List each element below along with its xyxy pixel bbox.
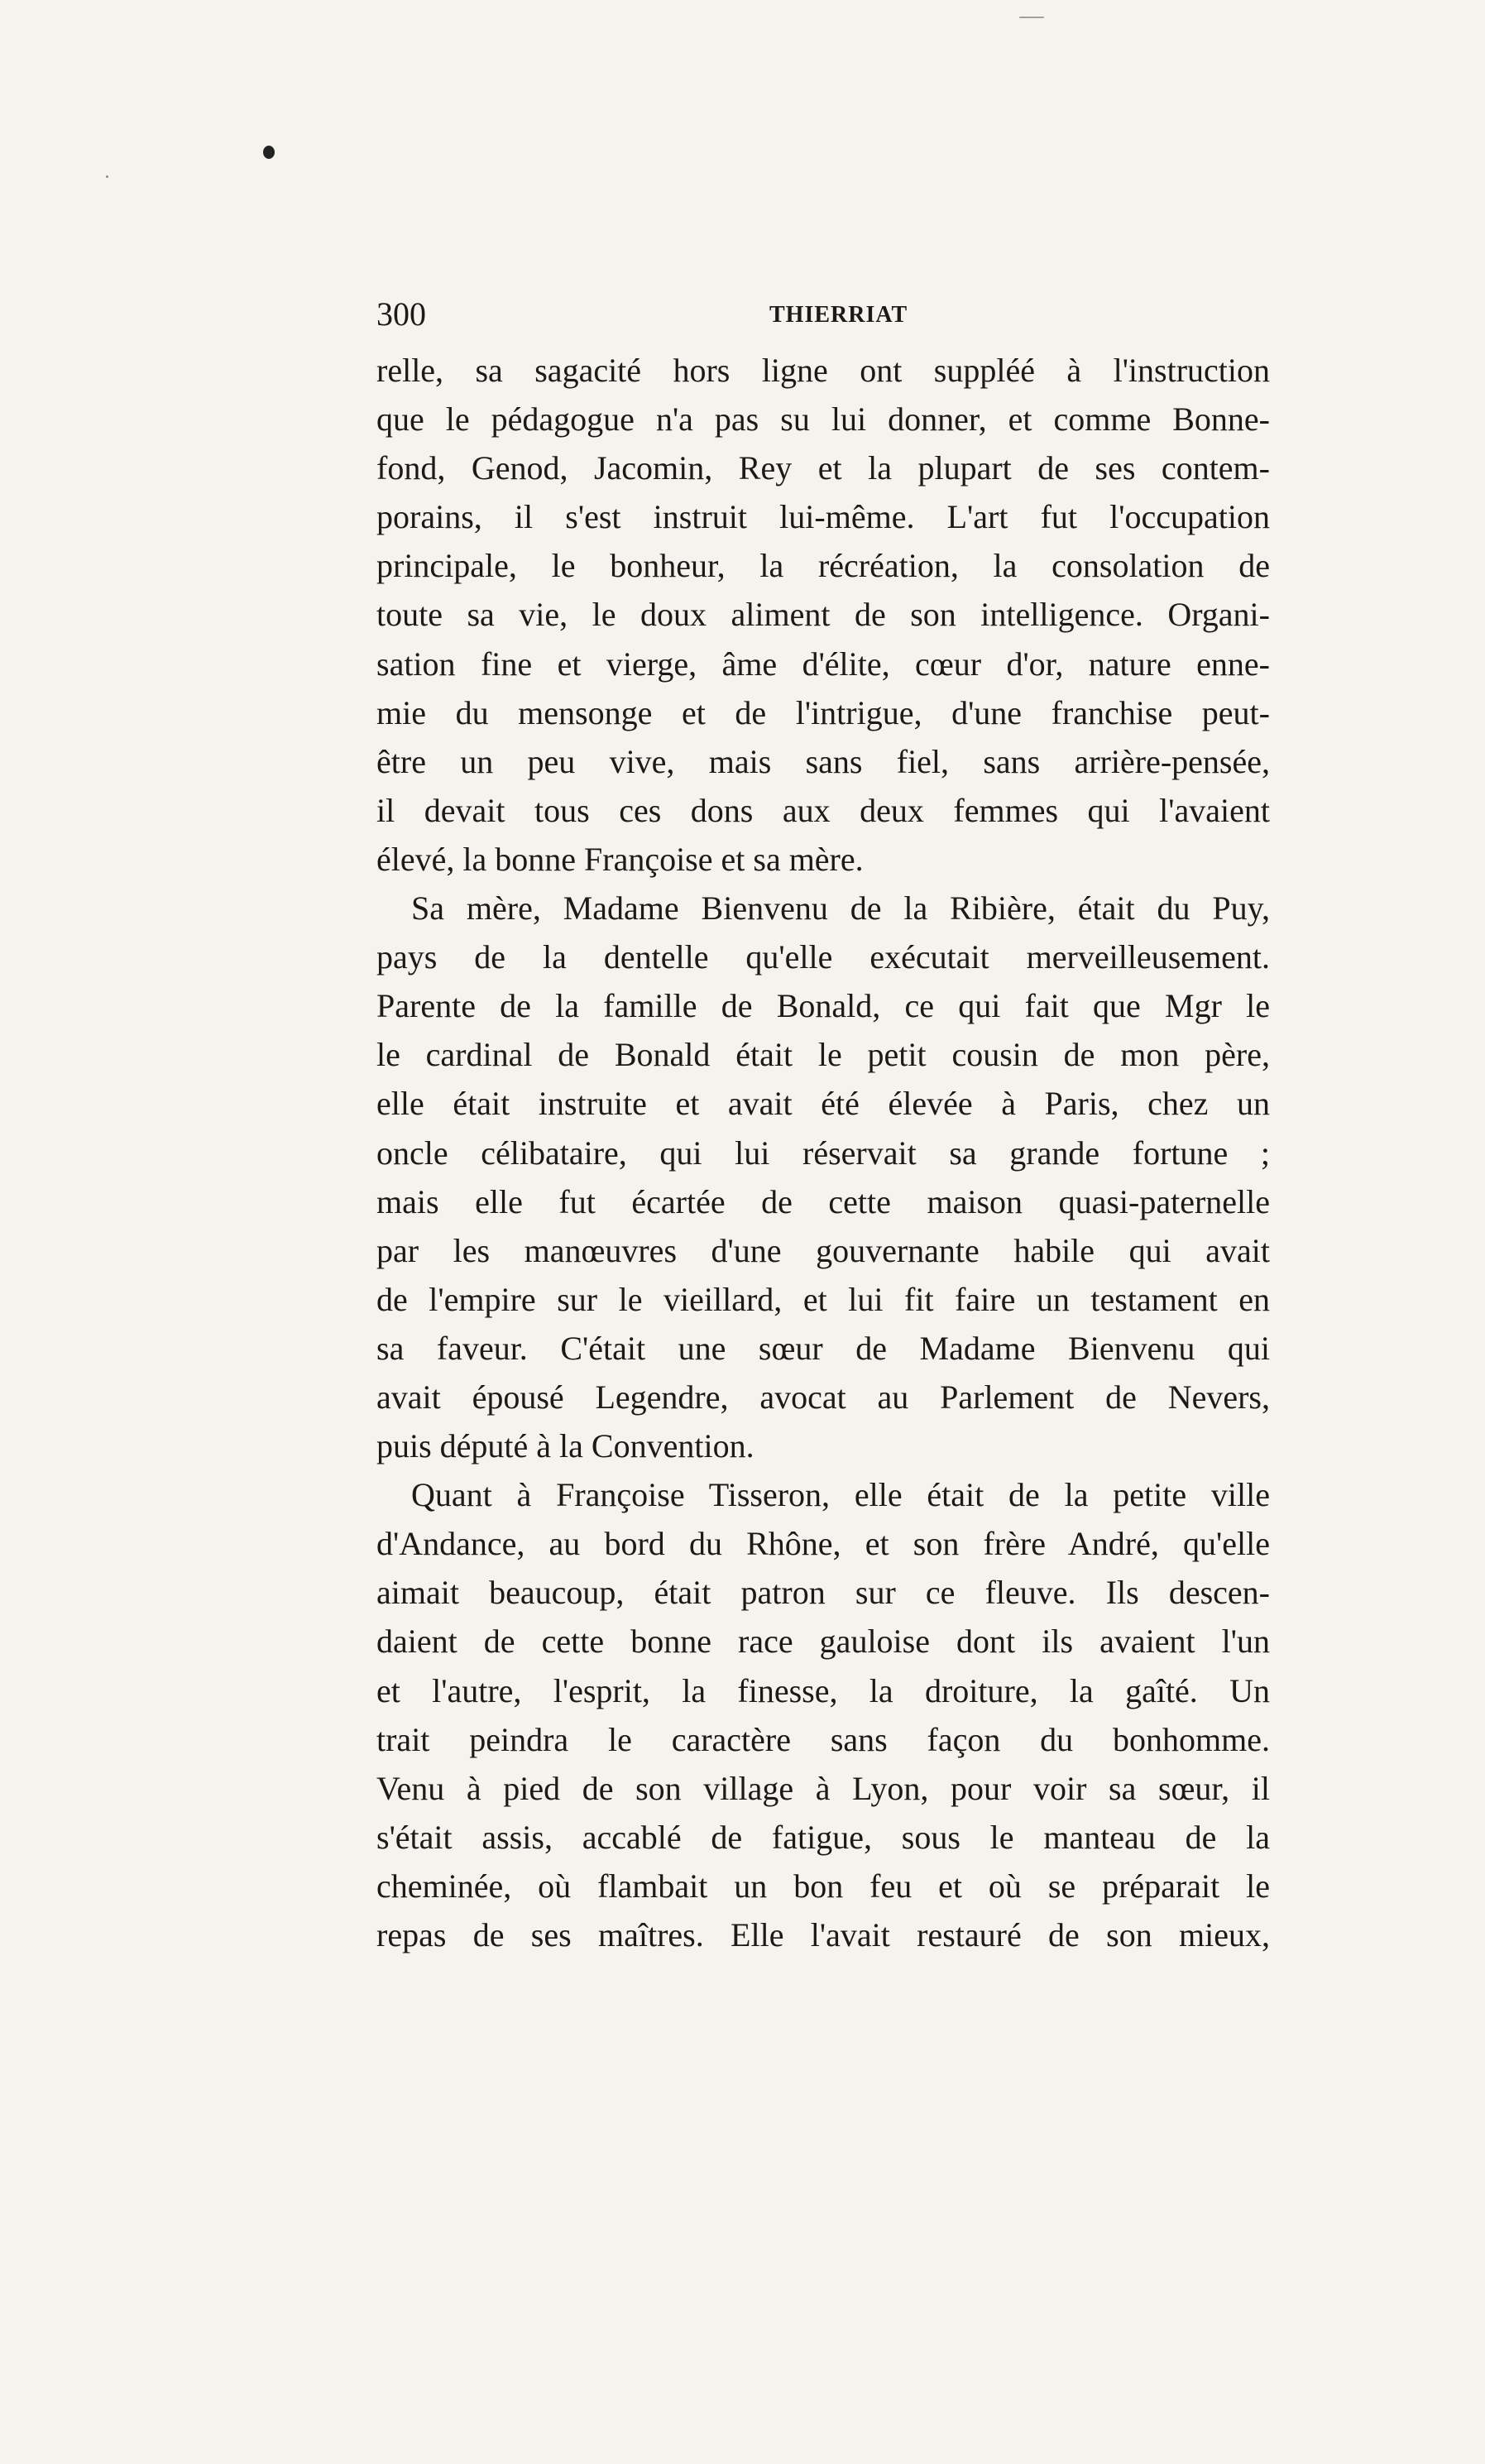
text-line: toute sa vie, le doux aliment de son intelligence. Organi- (376, 596, 1270, 634)
text-line: élevé, la bonne Françoise et sa mère. (376, 840, 864, 878)
paragraph-start-line: Sa mère, Madame Bienvenu de la Ribière, était du Puy, (411, 889, 1270, 928)
text-line: daient de cette bonne race gauloise dont ils avaient l'un (376, 1623, 1270, 1661)
running-title: THIERRIAT (769, 302, 908, 328)
text-line: principale, le bonheur, la récréation, la consolation de (376, 547, 1270, 585)
text-line: Venu à pied de son village à Lyon, pour voir sa sœur, il (376, 1769, 1270, 1807)
ink-speck (106, 175, 108, 178)
paragraph-start-line: Quant à Françoise Tisseron, elle était de la petite ville (411, 1476, 1270, 1514)
text-line: être un peu vive, mais sans fiel, sans arrière-pensée, (376, 742, 1270, 780)
ink-speck (263, 146, 275, 159)
text-line: le cardinal de Bonald était le petit cousin de mon père, (376, 1036, 1270, 1074)
page-number: 300 (376, 295, 426, 333)
text-line: il devait tous ces dons aux deux femmes qui l'avaient (376, 791, 1270, 829)
text-line: sa faveur. C'était une sœur de Madame Bienvenu qui (376, 1329, 1270, 1367)
text-line: aimait beaucoup, était patron sur ce fleuve. Ils descen- (376, 1574, 1270, 1612)
ink-speck (1019, 17, 1044, 18)
text-line: et l'autre, l'esprit, la finesse, la droiture, la gaîté. Un (376, 1671, 1270, 1709)
page-header (376, 294, 1270, 335)
text-line: fond, Genod, Jacomin, Rey et la plupart de ses contem- (376, 449, 1270, 487)
text-line: mais elle fut écartée de cette maison quasi-paternelle (376, 1182, 1270, 1220)
text-line: repas de ses maîtres. Elle l'avait restauré de son mieux, (376, 1916, 1270, 1953)
text-line: oncle célibataire, qui lui réservait sa grande fortune ; (376, 1134, 1270, 1172)
text-line: trait peindra le caractère sans façon du bonhomme. (376, 1720, 1270, 1758)
text-line: relle, sa sagacité hors ligne ont suppléé à l'instruction (376, 352, 1270, 389)
text-line: porains, il s'est instruit lui-même. L'art fut l'occupation (376, 498, 1270, 536)
text-line: pays de la dentelle qu'elle exécutait merveilleusement. (376, 938, 1270, 976)
text-line: avait épousé Legendre, avocat au Parlement de Nevers, (376, 1378, 1270, 1416)
text-line: sation fine et vierge, âme d'élite, cœur d'or, nature enne- (376, 645, 1270, 683)
text-line: Parente de la famille de Bonald, ce qui fait que Mgr le (376, 987, 1270, 1025)
text-line: de l'empire sur le vieillard, et lui fit faire un testament en (376, 1280, 1270, 1318)
text-line: d'Andance, au bord du Rhône, et son frère André, qu'elle (376, 1525, 1270, 1563)
text-line: que le pédagogue n'a pas su lui donner, et comme Bonne- (376, 400, 1270, 439)
text-line: mie du mensonge et de l'intrigue, d'une franchise peut- (376, 693, 1270, 731)
text-line: elle était instruite et avait été élevée à Paris, chez un (376, 1085, 1270, 1123)
text-line: s'était assis, accablé de fatigue, sous le manteau de la (376, 1818, 1270, 1856)
text-line: puis député à la Convention. (376, 1427, 754, 1465)
text-line: par les manœuvres d'une gouvernante habile qui avait (376, 1231, 1270, 1269)
body-text (376, 346, 1270, 1959)
text-line: cheminée, où flambait un bon feu et où se préparait le (376, 1867, 1270, 1905)
